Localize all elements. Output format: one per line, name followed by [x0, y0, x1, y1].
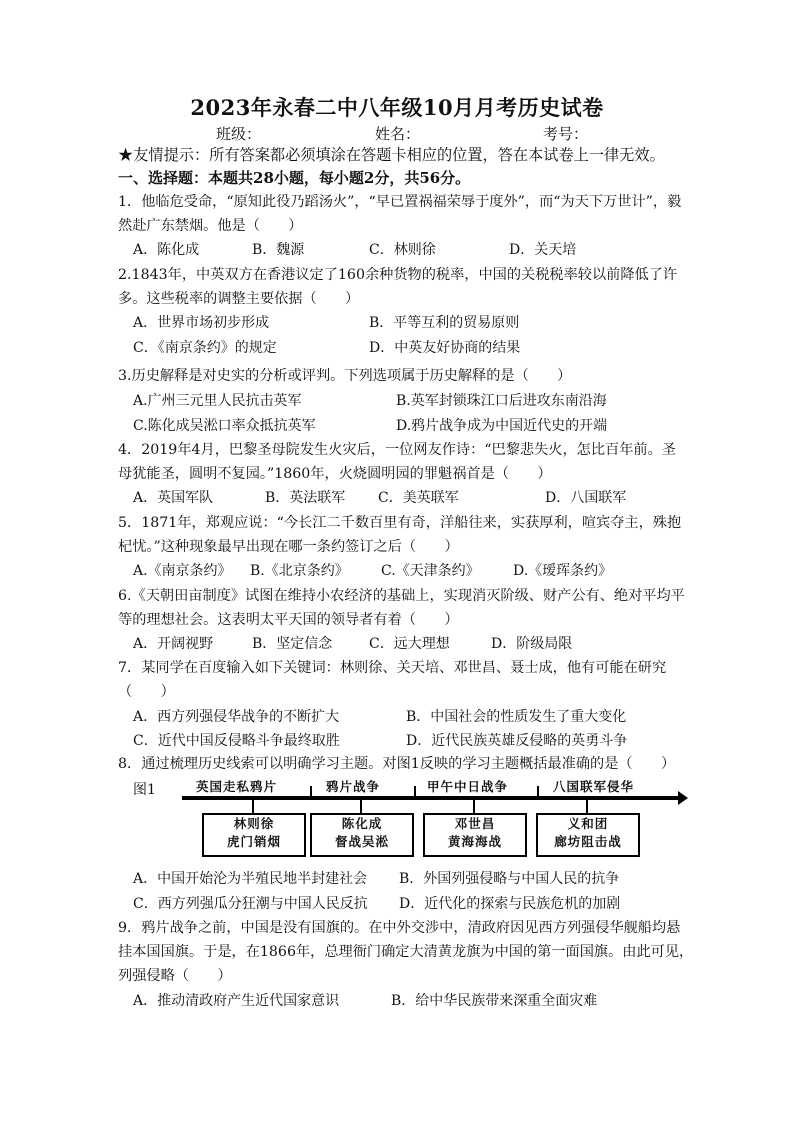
question-4-stem-line-1: 4．2019年4月，巴黎圣母院发生火灾后，一位网友作诗：“巴黎悲失火，怎比百年前。圣 [118, 442, 676, 458]
question-8-option-c: C．西方列强瓜分狂潮与中国人民反抗 [133, 896, 368, 912]
class-label: 班级： [216, 125, 262, 143]
question-2-stem-line-2: 多。这些税率的调整主要依据（ ） [118, 291, 360, 307]
question-8-option-a: A．中国开始沦为半殖民地半封建社会 [133, 871, 368, 887]
question-9-option-a: A．推动清政府产生近代国家意识 [133, 993, 340, 1009]
question-4-option-c: C．美英联军 [378, 490, 459, 506]
question-7-option-d: D．近代民族英雄反侵略的英勇斗争 [406, 733, 628, 749]
timeline-connector [586, 800, 588, 813]
question-6-option-b: B．坚定信念 [252, 636, 333, 652]
event-2-box-line-1: 陈化成 [341, 816, 383, 831]
exam-no-label: 考号： [543, 125, 589, 143]
event-1-box-line-2: 虎门销烟 [226, 834, 281, 849]
question-7-stem-line-1: 7．某同学在百度输入如下关键词：林则徐、关天培、邓世昌、聂士成，他有可能在研究 [118, 660, 667, 676]
question-7-option-a: A．西方列强侵华战争的不断扩大 [133, 709, 340, 725]
question-5-option-c: C.《天津条约》 [381, 563, 480, 579]
question-3-option-b: B.英军封锁珠江口后进攻东南沿海 [396, 393, 607, 409]
question-5-option-b: B.《北京条约》 [250, 563, 349, 579]
timeline-connector [360, 800, 362, 813]
timeline-connector [252, 800, 254, 813]
event-3-box-line-1: 邓世昌 [454, 816, 496, 831]
timeline-event-1-box [202, 813, 306, 857]
question-6-stem-line-2: 等的理想社会。这表明太平天国的领导者有着（ ） [118, 612, 459, 628]
question-2-option-c: C．《南京条约》的规定 [133, 340, 277, 356]
question-2-option-d: D．中英友好协商的结果 [369, 340, 521, 356]
question-1-option-a: A．陈化成 [133, 242, 200, 258]
timeline-event-3-box [423, 813, 527, 857]
question-1-stem-line-1: 1．他临危受命，“原知此役乃蹈汤火”，“早已置祸福荣辱于度外”，而“为天下万世计”，毅 [118, 194, 682, 210]
timeline-event-2-box [310, 813, 414, 857]
question-7-option-c: C．近代中国反侵略斗争最终取胜 [133, 733, 340, 749]
section-one-heading: 一、选择题：本题共28小题，每小题2分，共56分。 [118, 169, 471, 187]
question-3-stem: 3.历史解释是对史实的分析或评判。下列选项属于历史解释的是（ ） [118, 368, 572, 384]
timeline-tick [310, 786, 312, 800]
question-7-stem-line-2: （ ） [118, 684, 175, 700]
question-3-option-a: A.广州三元里人民抗击英军 [133, 393, 302, 409]
question-9-stem-line-3: 列强侵略（ ） [118, 968, 232, 984]
question-9-stem-line-2: 挂本国国旗。于是，在1866年，总理衙门确定大清黄龙旗为中国的第一面国旗。由此可见， [118, 944, 694, 960]
question-9-option-b: B．给中华民族带来深重全面灾难 [391, 993, 598, 1009]
timeline-event-3-head: 甲午中日战争 [427, 779, 509, 794]
event-2-box-line-2: 督战吴淞 [334, 834, 389, 849]
question-4-option-b: B．英法联军 [265, 490, 346, 506]
question-8-stem: 8．通过梳理历史线索可以明确学习主题。对图1反映的学习主题概括最准确的是（ ） [118, 756, 676, 772]
figure-1-label: 图1 [133, 782, 156, 798]
timeline-event-4-box [536, 813, 640, 857]
timeline-tick [414, 786, 416, 800]
question-1-option-c: C．林则徐 [369, 242, 436, 258]
question-9-stem-line-1: 9．鸦片战争之前，中国是没有国旗的。在中外交涉中，清政府因见西方列强侵华舰船均悬 [118, 920, 681, 936]
event-1-box-line-1: 林则徐 [233, 816, 275, 831]
question-3-option-d: D.鸦片战争成为中国近代史的开端 [396, 418, 608, 434]
timeline-connector [473, 800, 475, 813]
exam-title: 2023年永春二中八年级10月月考历史试卷 [190, 95, 604, 120]
question-2-option-a: A．世界市场初步形成 [133, 315, 270, 331]
question-8-option-d: D．近代化的探索与民族危机的加剧 [399, 896, 621, 912]
question-1-stem-line-2: 然赴广东禁烟。他是（ ） [118, 218, 303, 234]
name-label: 姓名： [375, 125, 421, 143]
question-1-option-b: B．魏源 [252, 242, 305, 258]
question-6-option-c: C．远大理想 [369, 636, 450, 652]
question-6-stem-line-1: 6.《天朝田亩制度》试图在维持小农经济的基础上，实现消灭阶级、财产公有、绝对平均平 [118, 588, 685, 604]
question-1-option-d: D．关天培 [509, 242, 577, 258]
event-3-box-line-2: 黄海海战 [447, 834, 502, 849]
timeline-arrow [182, 796, 678, 800]
event-4-box-line-2: 廊坊阻击战 [554, 834, 622, 849]
question-8-option-b: B．外国列强侵略与中国人民的抗争 [399, 871, 620, 887]
timeline-event-4-head: 八国联军侵华 [553, 779, 635, 794]
event-4-box-line-1: 义和团 [567, 816, 609, 831]
question-6-option-d: D．阶级局限 [491, 636, 573, 652]
question-4-option-d: D．八国联军 [545, 490, 627, 506]
timeline-event-1-head: 英国走私鸦片 [196, 779, 278, 794]
question-5-stem-line-1: 5．1871年，郑观应说：“今长江二千数百里有奇，洋船往来，实获厚利，喧宾夺主，殊抱 [118, 515, 682, 531]
question-5-stem-line-2: 杞忧。”这种现象最早出现在哪一条约签订之后（ ） [118, 539, 459, 555]
question-2-stem-line-1: 2.1843年，中英双方在香港议定了160余种货物的税率，中国的关税税率较以前降低了许 [118, 267, 678, 283]
timeline-tick [537, 786, 539, 800]
timeline-event-2-head: 鸦片战争 [326, 779, 381, 794]
question-2-option-b: B．平等互利的贸易原则 [369, 315, 520, 331]
question-7-option-b: B．中国社会的性质发生了重大变化 [406, 709, 627, 725]
question-6-option-a: A．开阔视野 [133, 636, 214, 652]
question-4-stem-line-2: 母犹能圣，圆明不复园。”1860年，火烧圆明园的罪魁祸首是（ ） [118, 466, 552, 482]
question-3-option-c: C.陈化成吴淞口率众抵抗英军 [133, 418, 316, 434]
question-5-option-a: A.《南京条约》 [133, 563, 232, 579]
question-5-option-d: D.《瑷珲条约》 [513, 563, 613, 579]
question-4-option-a: A．英国军队 [133, 490, 214, 506]
friendly-tip: ★友情提示：所有答案都必须填涂在答题卡相应的位置，答在本试卷上一律无效。 [118, 146, 665, 164]
